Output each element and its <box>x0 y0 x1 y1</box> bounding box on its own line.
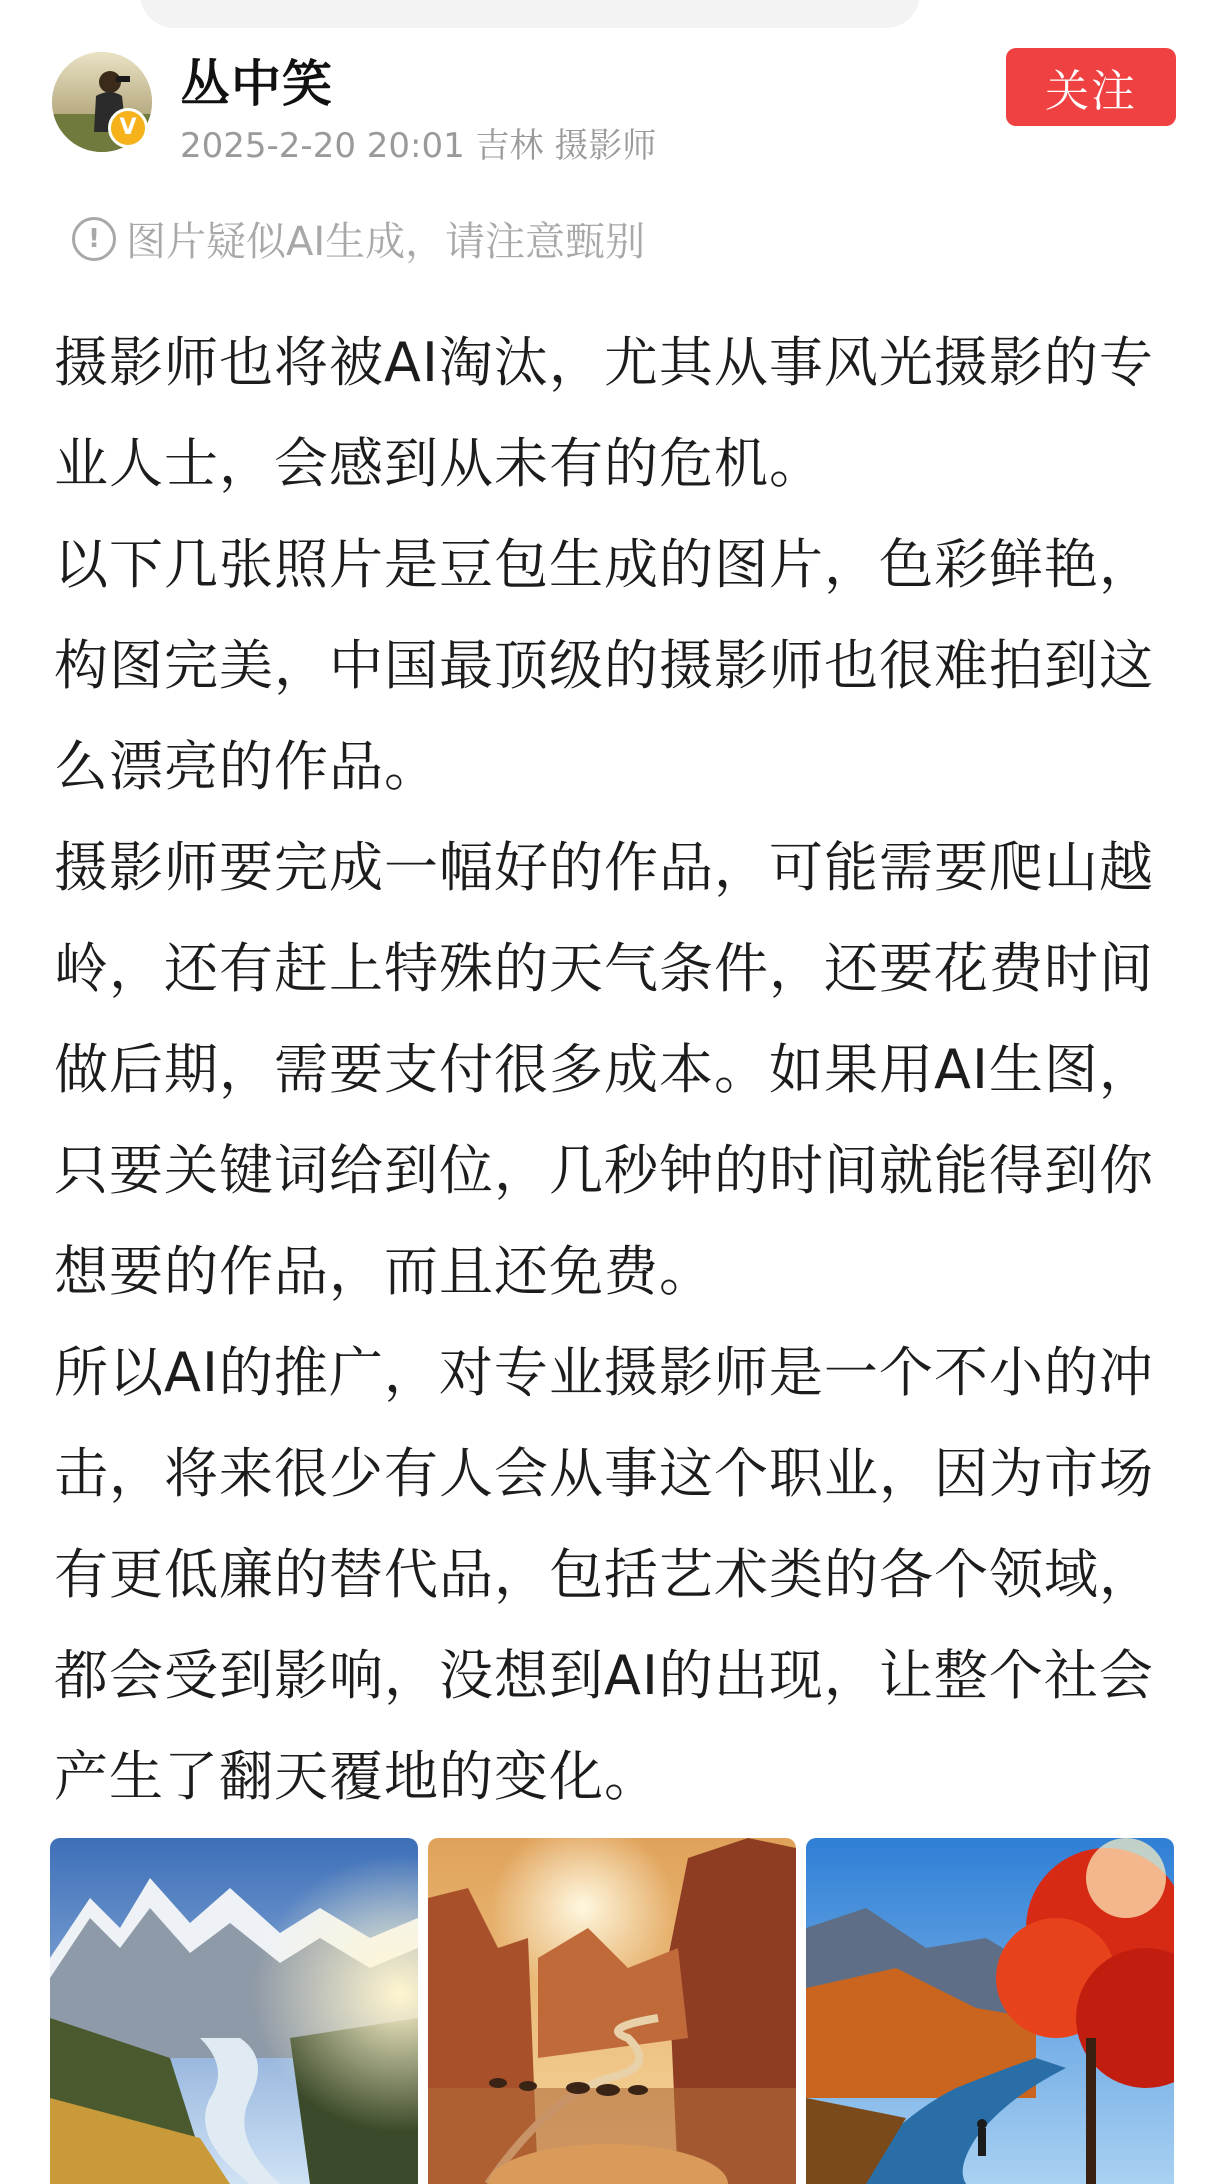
post-meta: 2025-2-20 20:01 吉林 摄影师 <box>180 126 657 166</box>
verified-badge-icon: V <box>108 108 148 148</box>
ai-notice-text: 图片疑似AI生成，请注意甄别 <box>126 219 646 265</box>
image-autumn-river[interactable] <box>806 1838 1174 2184</box>
ai-generated-notice <box>72 210 645 267</box>
image-snow-mountain[interactable] <box>50 1838 418 2184</box>
info-icon: ! <box>72 217 116 261</box>
image-grid <box>50 1838 1176 2184</box>
follow-button[interactable]: 关注 <box>1006 48 1176 126</box>
author-name[interactable]: 丛中笑 <box>180 55 333 113</box>
search-bar[interactable] <box>140 0 920 28</box>
post-paragraph: 摄影师也将被AI淘汰，尤其从事风光摄影的专业人士，会感到从未有的危机。 <box>54 331 1154 495</box>
image-canyon-camels[interactable] <box>428 1838 796 2184</box>
post-paragraph: 所以AI的推广，对专业摄影师是一个不小的冲击，将来很少有人会从事这个职业，因为市场有更低廉的替代品，包括艺术类的各个领域，都会受到影响，没想到AI的出现，让整个社会产生了翻天覆地的变化。 <box>54 1341 1154 1808</box>
post-paragraph: 以下几张照片是豆包生成的图片，色彩鲜艳，构图完美，中国最顶级的摄影师也很难拍到这么漂亮的作品。 <box>54 533 1154 798</box>
post-paragraph: 摄影师要完成一幅好的作品，可能需要爬山越岭，还有赶上特殊的天气条件，还要花费时间做后期，需要支付很多成本。如果用AI生图，只要关键词给到位，几秒钟的时间就能得到你想要的作品，而且还免费。 <box>54 836 1154 1303</box>
post-body <box>54 312 1184 1827</box>
